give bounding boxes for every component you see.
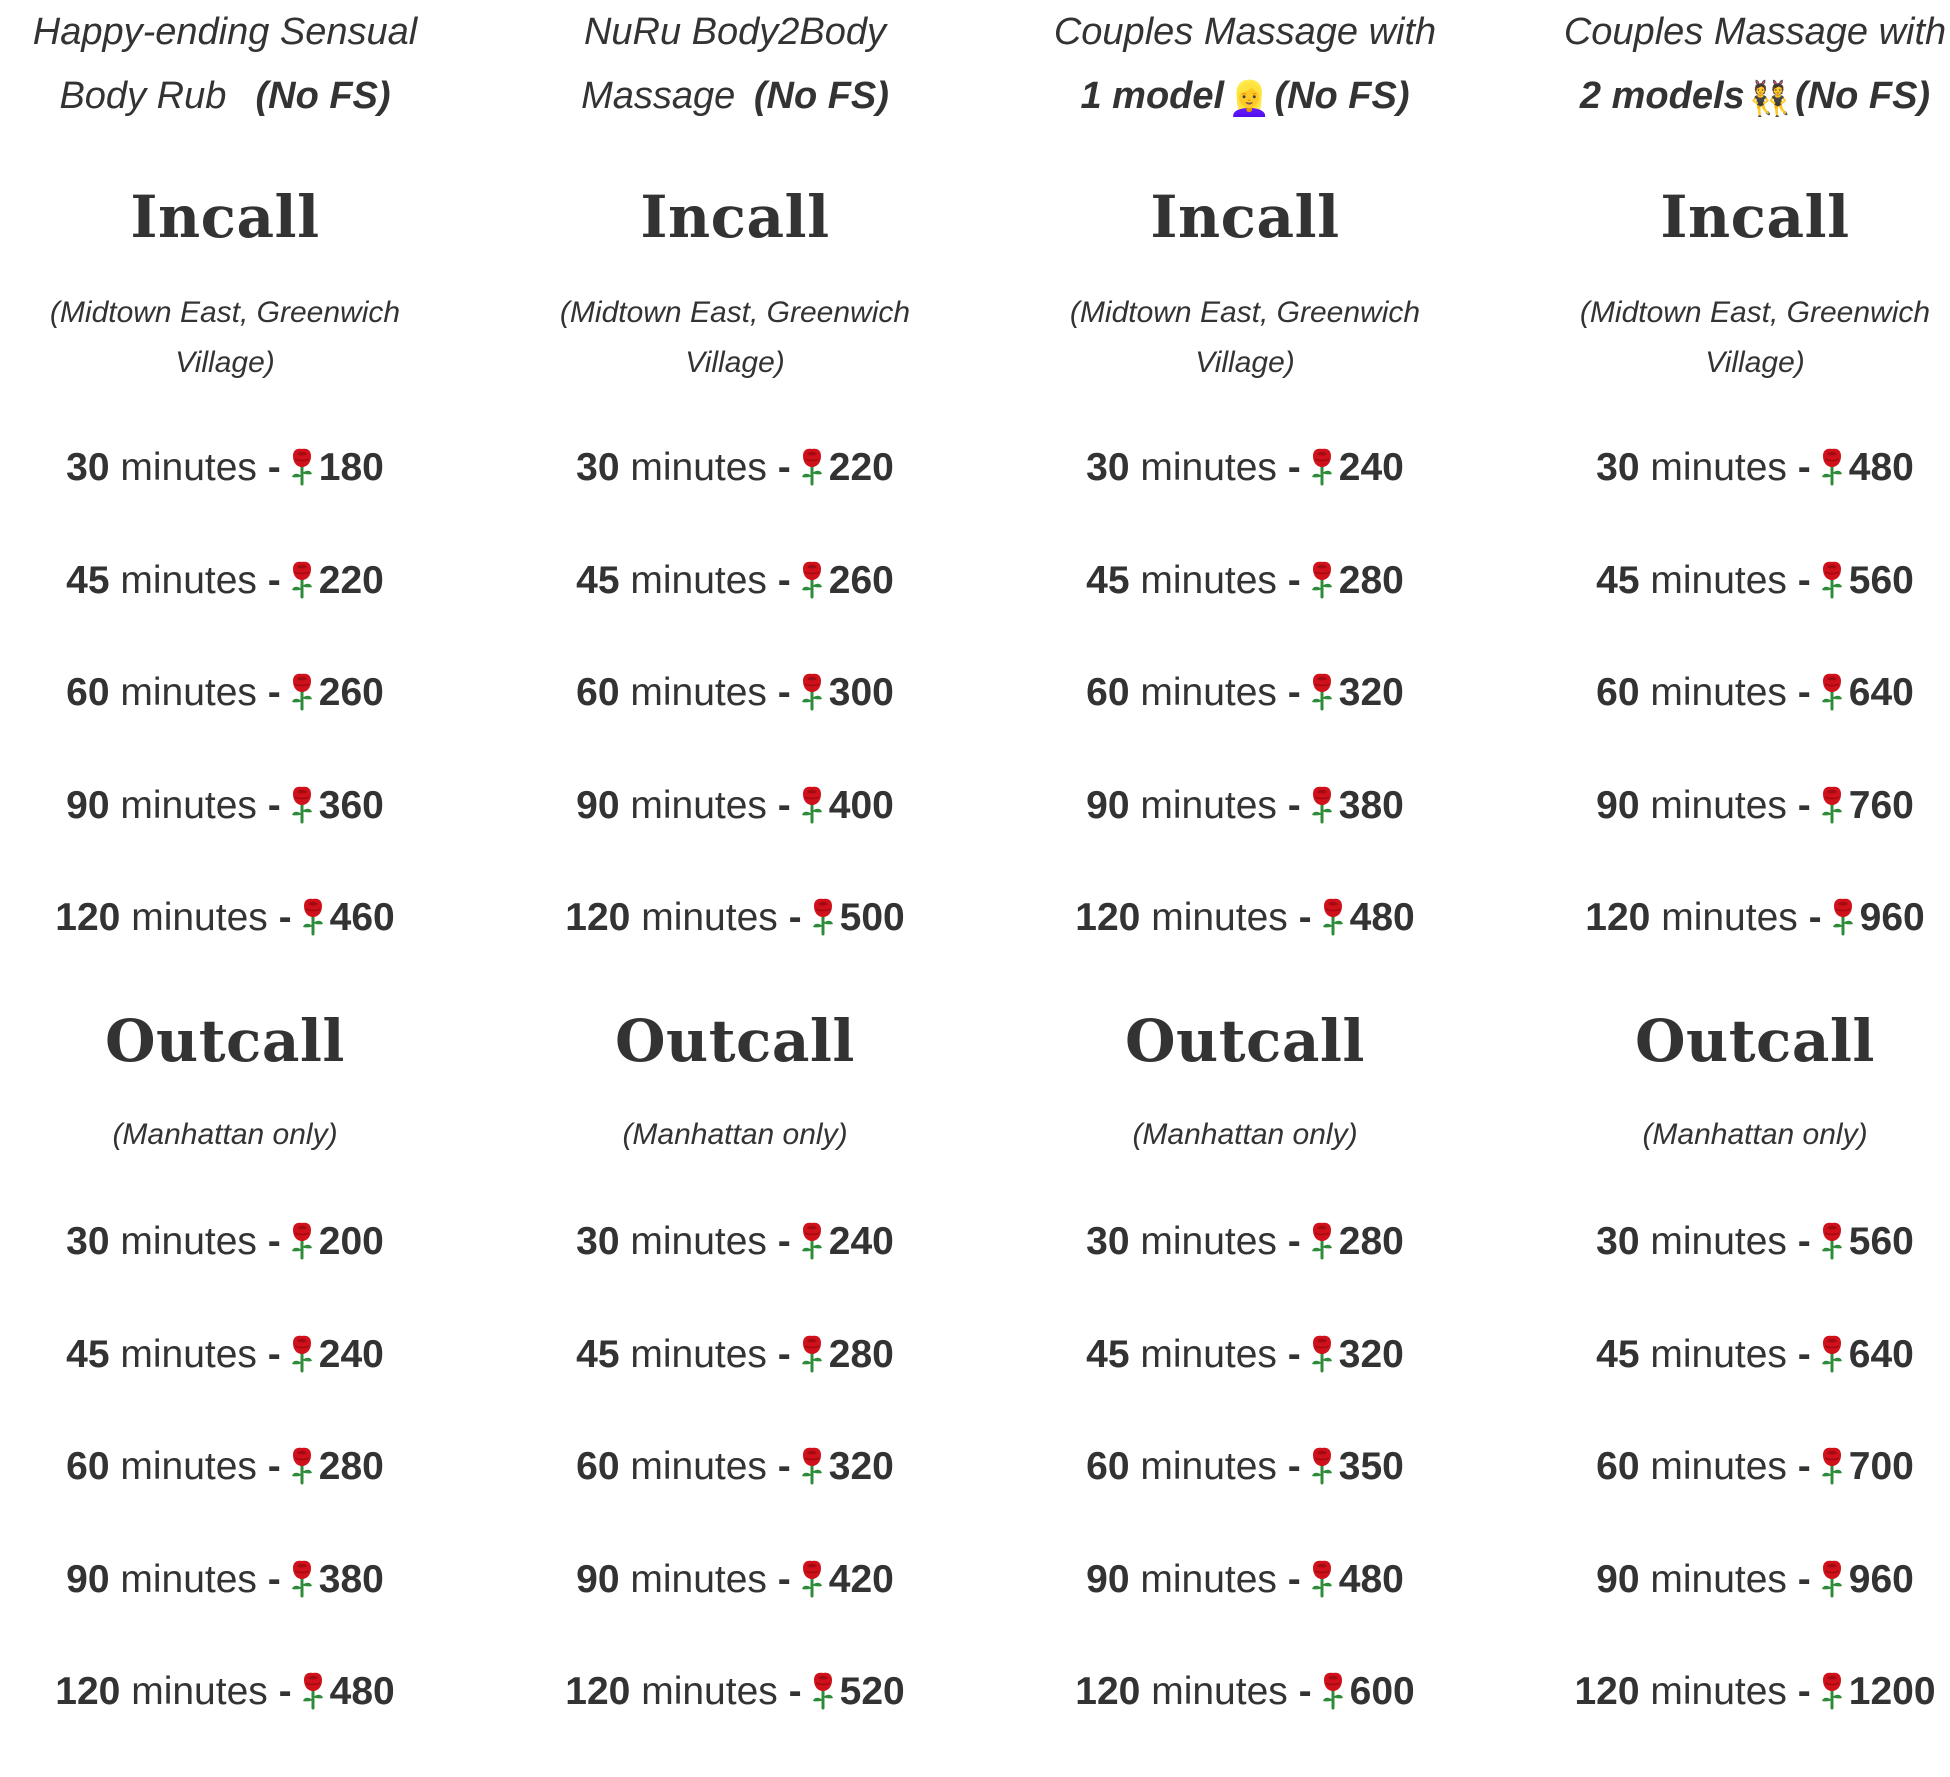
- woman-blonde-icon: 👱‍♀️: [1228, 80, 1271, 118]
- outcall-location-note: (Manhattan only): [112, 1118, 338, 1151]
- rate-dash: -: [267, 783, 281, 827]
- incall-heading: Incall: [640, 183, 830, 251]
- rate-row: [1025, 665, 1465, 778]
- rate-row: [1535, 440, 1950, 553]
- rate-price: 260: [828, 558, 894, 602]
- duration-unit: minutes: [1650, 783, 1787, 827]
- dancers-icon: 👯: [1748, 80, 1791, 118]
- rose-icon: [287, 1558, 317, 1598]
- duration-minutes: 30: [1086, 1220, 1130, 1263]
- rose-icon: [1318, 896, 1348, 936]
- incall-rate-list: [1535, 440, 1950, 1003]
- rose-icon: [1817, 671, 1847, 711]
- rate-price: 560: [1848, 1220, 1914, 1263]
- duration-unit: minutes: [1650, 446, 1787, 489]
- package-column: [1025, 0, 1465, 1730]
- rose-icon: [808, 1670, 838, 1710]
- rate-dash: -: [267, 446, 281, 489]
- duration-minutes: 30: [576, 446, 620, 489]
- package-title: [1025, 0, 1465, 131]
- rate-dash: -: [1808, 896, 1822, 939]
- duration-unit: minutes: [1140, 1220, 1277, 1263]
- duration-minutes: 60: [1086, 1445, 1130, 1488]
- rate-row: [5, 1439, 445, 1552]
- rate-row: [1025, 1214, 1465, 1327]
- duration-unit: minutes: [641, 896, 778, 939]
- rose-icon: [1817, 1558, 1847, 1598]
- rate-price: 960: [1859, 896, 1925, 939]
- rate-row: [1535, 665, 1950, 778]
- duration-minutes: 120: [1075, 1670, 1141, 1713]
- package-title-line1: Couples Massage with: [1563, 11, 1947, 53]
- rate-dash: -: [267, 1445, 281, 1488]
- duration-unit: minutes: [1151, 1670, 1288, 1713]
- rate-row: [1025, 553, 1465, 666]
- duration-minutes: 45: [576, 1332, 620, 1376]
- rose-icon: [808, 896, 838, 936]
- rose-icon: [1817, 1333, 1847, 1373]
- duration-unit: minutes: [1140, 783, 1277, 827]
- duration-minutes: 30: [576, 1220, 620, 1263]
- package-column: [1535, 0, 1950, 1730]
- rate-price: 380: [318, 1557, 384, 1601]
- rose-icon: [1307, 1333, 1337, 1373]
- duration-unit: minutes: [630, 1220, 767, 1263]
- duration-unit: minutes: [1650, 1332, 1787, 1376]
- duration-minutes: 90: [1596, 1557, 1640, 1601]
- rate-row: [1025, 1327, 1465, 1440]
- rate-dash: -: [777, 1445, 791, 1488]
- rose-icon: [1307, 1558, 1337, 1598]
- rate-price: 360: [318, 783, 384, 827]
- duration-unit: minutes: [1151, 896, 1288, 939]
- rate-row: [515, 553, 955, 666]
- rate-row: [1535, 1214, 1950, 1327]
- rose-icon: [1828, 896, 1858, 936]
- rate-dash: -: [1287, 783, 1301, 827]
- rate-price: 240: [318, 1332, 384, 1376]
- duration-minutes: 90: [1086, 1557, 1130, 1601]
- duration-unit: minutes: [1650, 1445, 1787, 1488]
- rate-dash: -: [1287, 1445, 1301, 1488]
- duration-unit: minutes: [131, 896, 268, 939]
- outcall-location-note: (Manhattan only): [1642, 1118, 1868, 1151]
- rate-price: 280: [1338, 558, 1404, 602]
- rate-row: [515, 1439, 955, 1552]
- duration-minutes: 30: [1596, 1220, 1640, 1263]
- rose-icon: [287, 1445, 317, 1485]
- duration-unit: minutes: [120, 1445, 257, 1488]
- duration-minutes: 30: [1596, 446, 1640, 489]
- duration-minutes: 45: [1596, 558, 1640, 602]
- duration-minutes: 120: [1585, 896, 1651, 939]
- rate-row: [1535, 1439, 1950, 1552]
- rate-row: [5, 665, 445, 778]
- duration-unit: minutes: [630, 1332, 767, 1376]
- rate-price: 280: [828, 1332, 894, 1376]
- rate-price: 220: [828, 446, 894, 489]
- duration-minutes: 60: [576, 671, 620, 714]
- rate-dash: -: [278, 896, 292, 939]
- rate-price: 500: [839, 896, 905, 939]
- rose-icon: [1817, 559, 1847, 599]
- duration-minutes: 90: [1086, 783, 1130, 827]
- duration-minutes: 60: [66, 1445, 110, 1488]
- duration-minutes: 120: [55, 896, 121, 939]
- outcall-location-note: (Manhattan only): [1132, 1118, 1358, 1151]
- rate-dash: -: [1287, 558, 1301, 602]
- rate-price: 640: [1848, 1332, 1914, 1376]
- duration-unit: minutes: [630, 1557, 767, 1601]
- duration-minutes: 30: [1086, 446, 1130, 489]
- duration-unit: minutes: [630, 671, 767, 714]
- rate-price: 400: [828, 783, 894, 827]
- rose-icon: [287, 784, 317, 824]
- rate-price: 240: [828, 1220, 894, 1263]
- rate-dash: -: [777, 446, 791, 489]
- rose-icon: [797, 1220, 827, 1260]
- duration-unit: minutes: [1650, 1670, 1787, 1713]
- outcall-heading: Outcall: [1635, 1007, 1875, 1075]
- duration-minutes: 120: [565, 896, 631, 939]
- rose-icon: [287, 1333, 317, 1373]
- rate-price: 460: [329, 896, 395, 939]
- duration-minutes: 60: [1086, 671, 1130, 714]
- rate-dash: -: [1287, 1332, 1301, 1376]
- duration-unit: minutes: [1140, 1557, 1277, 1601]
- rate-row: [515, 890, 955, 1003]
- rate-row: [5, 440, 445, 553]
- duration-minutes: 45: [66, 1332, 110, 1376]
- rate-row: [1535, 1327, 1950, 1440]
- duration-unit: minutes: [1140, 1332, 1277, 1376]
- rose-icon: [298, 1670, 328, 1710]
- rate-row: [515, 665, 955, 778]
- duration-minutes: 45: [576, 558, 620, 602]
- rate-dash: -: [278, 1670, 292, 1713]
- rose-icon: [797, 1445, 827, 1485]
- incall-location-note: (Midtown East, Greenwich Village): [559, 296, 911, 379]
- rate-dash: -: [1287, 1220, 1301, 1263]
- duration-unit: minutes: [120, 671, 257, 714]
- package-title-no-fs: (No FS): [753, 75, 889, 117]
- rate-dash: -: [1797, 671, 1811, 714]
- incall-heading: Incall: [130, 183, 320, 251]
- package-title-prefix: Body Rub: [59, 75, 227, 117]
- package-column: [515, 0, 955, 1730]
- rate-row: [515, 1327, 955, 1440]
- rate-row: [1025, 1439, 1465, 1552]
- duration-minutes: 60: [1596, 1445, 1640, 1488]
- rate-row: [515, 778, 955, 891]
- outcall-rate-list: [1025, 1214, 1465, 1777]
- incall-heading: Incall: [1150, 183, 1340, 251]
- outcall-rate-list: [515, 1214, 955, 1777]
- rate-row: [1535, 1664, 1950, 1777]
- duration-minutes: 90: [576, 1557, 620, 1601]
- rate-dash: -: [788, 1670, 802, 1713]
- package-title-no-fs: (No FS): [1795, 75, 1931, 117]
- rate-dash: -: [267, 671, 281, 714]
- duration-unit: minutes: [120, 1332, 257, 1376]
- rate-dash: -: [1287, 1557, 1301, 1601]
- rate-row: [1025, 440, 1465, 553]
- rate-dash: -: [1298, 896, 1312, 939]
- rate-price: 480: [1349, 896, 1415, 939]
- duration-minutes: 45: [1086, 1332, 1130, 1376]
- rate-dash: -: [267, 558, 281, 602]
- duration-minutes: 120: [1574, 1670, 1640, 1713]
- rose-icon: [797, 784, 827, 824]
- rate-row: [1535, 1552, 1950, 1665]
- duration-unit: minutes: [120, 1220, 257, 1263]
- rate-row: [1535, 553, 1950, 666]
- duration-unit: minutes: [1140, 446, 1277, 489]
- duration-unit: minutes: [630, 783, 767, 827]
- duration-unit: minutes: [630, 558, 767, 602]
- duration-unit: minutes: [630, 446, 767, 489]
- incall-rate-list: [515, 440, 955, 1003]
- rate-price: 300: [828, 671, 894, 714]
- duration-minutes: 30: [66, 1220, 110, 1263]
- package-column: [5, 0, 445, 1730]
- rose-icon: [1307, 446, 1337, 486]
- incall-location-note: (Midtown East, Greenwich Village): [1069, 296, 1421, 379]
- rose-icon: [797, 446, 827, 486]
- duration-unit: minutes: [1650, 558, 1787, 602]
- duration-minutes: 60: [576, 1445, 620, 1488]
- package-title-prefix: 1 model: [1080, 75, 1225, 117]
- rate-price: 380: [1338, 783, 1404, 827]
- duration-minutes: 60: [66, 671, 110, 714]
- rate-price: 560: [1848, 558, 1914, 602]
- rate-dash: -: [267, 1332, 281, 1376]
- duration-unit: minutes: [1650, 671, 1787, 714]
- rate-row: [1535, 778, 1950, 891]
- outcall-heading: Outcall: [105, 1007, 345, 1075]
- rate-row: [1025, 890, 1465, 1003]
- package-title-line1: Happy-ending Sensual: [32, 11, 418, 53]
- rate-dash: -: [777, 1332, 791, 1376]
- duration-unit: minutes: [120, 1557, 257, 1601]
- rate-price: 320: [1338, 1332, 1404, 1376]
- duration-unit: minutes: [1140, 558, 1277, 602]
- package-title-line2: [5, 64, 445, 128]
- rose-icon: [1817, 1670, 1847, 1710]
- duration-unit: minutes: [1650, 1557, 1787, 1601]
- rate-dash: -: [777, 1557, 791, 1601]
- package-title: [5, 0, 445, 128]
- incall-location-note: (Midtown East, Greenwich Village): [49, 296, 401, 379]
- rose-icon: [797, 1333, 827, 1373]
- rate-price: 320: [828, 1445, 894, 1488]
- rate-row: [515, 1214, 955, 1327]
- rate-dash: -: [267, 1557, 281, 1601]
- rate-price: 1200: [1848, 1670, 1936, 1713]
- incall-rate-list: [1025, 440, 1465, 1003]
- rate-row: [1025, 1552, 1465, 1665]
- rate-dash: -: [1797, 558, 1811, 602]
- rate-row: [515, 1664, 955, 1777]
- incall-rate-list: [5, 440, 445, 1003]
- duration-minutes: 60: [1596, 671, 1640, 714]
- rate-dash: -: [1797, 1445, 1811, 1488]
- rate-price: 480: [1848, 446, 1914, 489]
- duration-minutes: 45: [66, 558, 110, 602]
- rate-dash: -: [777, 671, 791, 714]
- rate-price: 520: [839, 1670, 905, 1713]
- duration-minutes: 120: [1075, 896, 1141, 939]
- rate-price: 480: [1338, 1557, 1404, 1601]
- rate-dash: -: [777, 1220, 791, 1263]
- rate-dash: -: [1797, 1557, 1811, 1601]
- rate-price: 280: [318, 1445, 384, 1488]
- outcall-heading: Outcall: [1125, 1007, 1365, 1075]
- package-title: [1535, 0, 1950, 131]
- rose-icon: [1307, 784, 1337, 824]
- rose-icon: [1307, 1445, 1337, 1485]
- incall-heading: Incall: [1660, 183, 1850, 251]
- rose-icon: [797, 1558, 827, 1598]
- outcall-location-note: (Manhattan only): [622, 1118, 848, 1151]
- rose-icon: [1307, 671, 1337, 711]
- rose-icon: [1817, 1445, 1847, 1485]
- package-title-line2: [1025, 64, 1465, 131]
- rose-icon: [1307, 559, 1337, 599]
- rate-dash: -: [1797, 1670, 1811, 1713]
- outcall-rate-list: [5, 1214, 445, 1777]
- rose-icon: [797, 671, 827, 711]
- duration-minutes: 90: [576, 783, 620, 827]
- rate-price: 240: [1338, 446, 1404, 489]
- rose-icon: [1307, 1220, 1337, 1260]
- rose-icon: [287, 446, 317, 486]
- package-title-line1: NuRu Body2Body: [583, 11, 887, 53]
- rate-price: 700: [1848, 1445, 1914, 1488]
- duration-unit: minutes: [1140, 671, 1277, 714]
- rose-icon: [287, 671, 317, 711]
- rate-dash: -: [1298, 1670, 1312, 1713]
- rate-row: [1535, 890, 1950, 1003]
- rate-price: 260: [318, 671, 384, 714]
- incall-location-note: (Midtown East, Greenwich Village): [1579, 296, 1931, 379]
- rose-icon: [1817, 784, 1847, 824]
- rate-dash: -: [1287, 671, 1301, 714]
- duration-minutes: 45: [1086, 558, 1130, 602]
- package-title-line2: [515, 64, 955, 128]
- rate-row: [515, 1552, 955, 1665]
- rate-row: [1025, 1664, 1465, 1777]
- rate-price: 600: [1349, 1670, 1415, 1713]
- package-title-no-fs: (No FS): [255, 75, 391, 117]
- package-title: [515, 0, 955, 128]
- duration-minutes: 90: [66, 1557, 110, 1601]
- rate-price: 220: [318, 558, 384, 602]
- duration-minutes: 120: [565, 1670, 631, 1713]
- rate-row: [1025, 778, 1465, 891]
- rose-icon: [298, 896, 328, 936]
- rate-row: [515, 440, 955, 553]
- outcall-heading: Outcall: [615, 1007, 855, 1075]
- duration-minutes: 45: [1596, 1332, 1640, 1376]
- rate-price: 480: [329, 1670, 395, 1713]
- rate-row: [5, 890, 445, 1003]
- rate-dash: -: [1797, 783, 1811, 827]
- rate-dash: -: [267, 1220, 281, 1263]
- rate-price: 200: [318, 1220, 384, 1263]
- package-title-prefix: Massage: [581, 75, 736, 117]
- duration-unit: minutes: [1650, 1220, 1787, 1263]
- rose-icon: [287, 1220, 317, 1260]
- rate-dash: -: [1797, 1220, 1811, 1263]
- rate-row: [5, 553, 445, 666]
- rate-dash: -: [788, 896, 802, 939]
- outcall-rate-list: [1535, 1214, 1950, 1777]
- rate-price: 760: [1848, 783, 1914, 827]
- rate-dash: -: [1797, 446, 1811, 489]
- package-title-line2: [1535, 64, 1950, 131]
- rate-dash: -: [1797, 1332, 1811, 1376]
- duration-unit: minutes: [131, 1670, 268, 1713]
- duration-unit: minutes: [120, 558, 257, 602]
- rose-icon: [1817, 446, 1847, 486]
- rose-icon: [1817, 1220, 1847, 1260]
- duration-unit: minutes: [120, 446, 257, 489]
- duration-minutes: 90: [66, 783, 110, 827]
- rate-row: [5, 1214, 445, 1327]
- rate-price: 960: [1848, 1557, 1914, 1601]
- rate-price: 420: [828, 1557, 894, 1601]
- rose-icon: [1318, 1670, 1348, 1710]
- package-title-no-fs: (No FS): [1274, 75, 1410, 117]
- duration-minutes: 120: [55, 1670, 121, 1713]
- rate-price: 350: [1338, 1445, 1404, 1488]
- duration-unit: minutes: [641, 1670, 778, 1713]
- rate-price: 180: [318, 446, 384, 489]
- duration-unit: minutes: [1140, 1445, 1277, 1488]
- rate-dash: -: [777, 783, 791, 827]
- rose-icon: [287, 559, 317, 599]
- duration-unit: minutes: [630, 1445, 767, 1488]
- package-title-line1: Couples Massage with: [1053, 11, 1437, 53]
- rose-icon: [797, 559, 827, 599]
- rate-row: [5, 778, 445, 891]
- rate-price: 640: [1848, 671, 1914, 714]
- rate-price: 320: [1338, 671, 1404, 714]
- duration-minutes: 30: [66, 446, 110, 489]
- rate-dash: -: [1287, 446, 1301, 489]
- duration-minutes: 90: [1596, 783, 1640, 827]
- package-title-prefix: 2 models: [1579, 75, 1745, 117]
- duration-unit: minutes: [1661, 896, 1798, 939]
- rate-dash: -: [777, 558, 791, 602]
- duration-unit: minutes: [120, 783, 257, 827]
- rate-row: [5, 1552, 445, 1665]
- rate-row: [5, 1664, 445, 1777]
- rate-row: [5, 1327, 445, 1440]
- rate-price: 280: [1338, 1220, 1404, 1263]
